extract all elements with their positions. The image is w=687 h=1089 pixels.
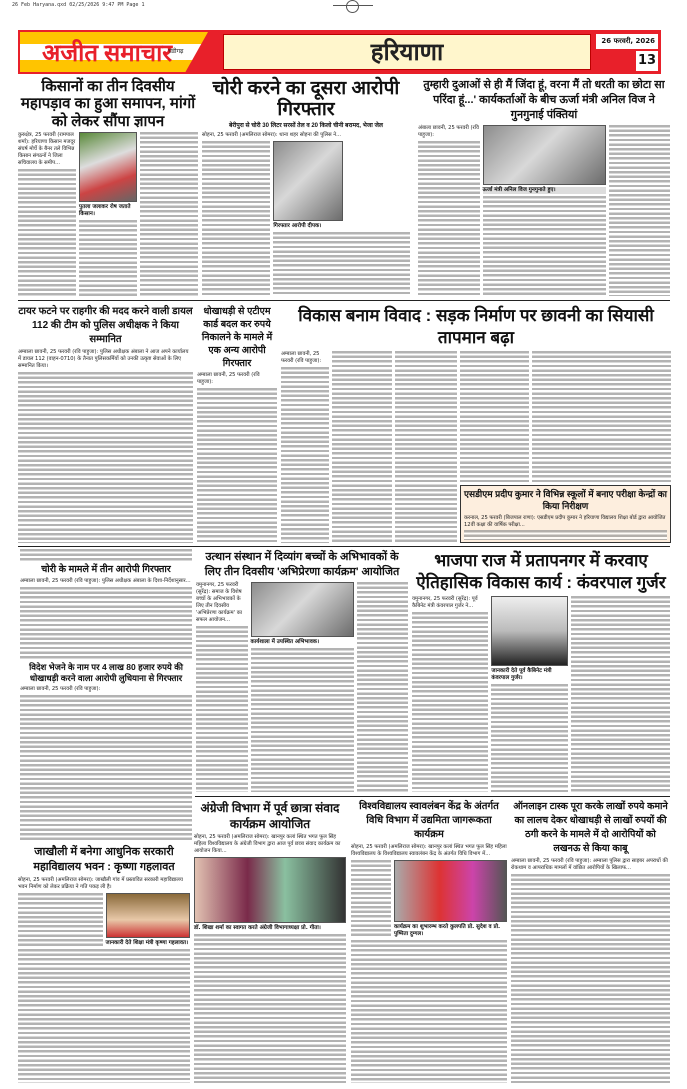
vishwa-headline: विश्वविद्यालय स्वावलंबन केंद्र के अंतर्गत विधि विभाग में उद्यमिता जागरूकता कार्यक्रम	[359, 801, 499, 840]
teen-lede: अम्बाला छावनी, 25 फरवरी (रवि पाहुजा): पुलिस अधीक्षक अंबाला के दिशा-निर्देशानुसार...	[20, 577, 191, 584]
chori-lede: सोहना, 25 फरवरी (अमलिराज सोमरा): थाना शहर सोहना की पुलिस ने...	[202, 132, 342, 138]
teen-body	[20, 587, 192, 660]
angreji-photo	[194, 857, 346, 923]
chori-subhead: बेरीपुरा से चोरी 30 लिटर सरसों तेल व 20 किलो चीनी बरामद, भेजा जेल	[229, 123, 383, 129]
vishwa-lede: सोहना, 25 फरवरी (अमलिराज सोमरा): खानपुर कलां स्थित भगत फूल सिंह महिला विश्वविद्यालय के विश्वविद्यालय स्वावलंबन केंद्र के अंतर्गत विधि विभाग में...	[351, 844, 507, 857]
utthan-lede: यमुनानगर, 25 फरवरी (सुरेंद्र): समाज के विशेष बच्चों के अभिभावकों के लिए तीन दिवसीय 'अभिप्रेरणा कार्यक्रम' का सफल आयोजन...	[196, 582, 243, 623]
online-headline: ऑनलाइन टास्क पूरा करके लाखों रुपये कमाने का लालच देकर धोखाधड़ी से लाखों रुपयों की ठगी करने के मामले में दो आरोपियों को लखनऊ से किया काबू	[513, 801, 668, 854]
sdm-body	[464, 530, 667, 540]
registration-mark	[346, 0, 359, 13]
chori-headline: चोरी करने का दूसरा आरोपी गिरफ्तार	[212, 78, 400, 120]
tyre-lede: अम्बाला छावनी, 25 फरवरी (रवि पाहुजा): पुलिस अधीक्षक अंबाला ने आज अपने कार्यालय में डायल 112 (वाहन-0710) के तैनात पुलिसकर्मियों को उनकी उत्कृष्ट सेवाओं के लिए सम्मानित किया।	[18, 349, 189, 369]
angreji-article	[194, 800, 346, 1083]
utthan-body	[196, 626, 248, 792]
angreji-lede: सोहना, 25 फरवरी (अमलिराज सोमरा): खानपुर कलां स्थित भगत फूल सिंह महिला विश्वविद्यालय के अंग्रेजी विभाग द्वारा आज पूर्व छात्रा संवाद कार्यक्रम का आयोजन किया...	[194, 834, 341, 854]
bhajpa-headline: भाजपा राज में प्रतापनगर में करवाए ऐतिहासिक विकास कार्य : कंवरपाल गुर्जर	[416, 551, 666, 592]
jakholi-caption: जानकारी देते शिक्षा मंत्री कृष्णा गहलावत।	[105, 940, 189, 946]
utthan-body-2	[251, 648, 354, 792]
bhajpa-body-2	[491, 684, 567, 792]
chori-body	[202, 141, 270, 296]
jakholi-body	[18, 893, 103, 947]
vishwa-caption: कार्यक्रम का शुभारम्भ करते कुलपति प्रो. सुदेश व प्रो. पुष्पिता दुग्गल।	[394, 924, 501, 937]
videsh-body	[20, 695, 192, 840]
masthead	[18, 30, 661, 74]
atm-lede: अम्बाला छावनी, 25 फरवरी (रवि पाहुजा):	[197, 372, 260, 385]
videsh-lede: अम्बाला छावनी, 25 फरवरी (रवि पाहुजा):	[20, 685, 101, 692]
vikas-body-2	[332, 351, 392, 543]
vikas-body-5	[532, 351, 671, 483]
sdm-lede: करनाल, 25 फरवरी (बिजपाल राणा): एसडीएम प्रदीप कुमार ने हरियाणा विद्यालय शिक्षा बोर्ड द्वारा आयोजित 12वीं कक्षा की वार्षिक परीक्षा...	[464, 515, 666, 528]
teen-headline: चोरी के मामले में तीन आरोपी गिरफ्तार	[41, 564, 171, 575]
online-lede: अम्बाला छावनी, 25 फरवरी (रवि पाहुजा): अम्बाला पुलिस द्वारा साइबर अपराधों की रोकथाम व आपराधिक मामलों में वांछित आरोपियों के खिलाफ...	[511, 858, 668, 871]
chori-photo	[273, 141, 343, 221]
vikas-body-3	[395, 351, 457, 543]
vij-body-3	[483, 196, 606, 296]
jakholi-lede: सोहना, 25 फरवरी (अमलिराज सोमरा): जाखौली गांव में प्रस्तावित सरकारी महाविद्यालय भवन निर्माण को लेकर प्रक्रिया ने गति पकड़ ली है।	[18, 877, 183, 890]
tyre-body	[18, 372, 193, 543]
vij-body-2	[609, 125, 671, 296]
jakholi-headline: जाखौली में बनेगा आधुनिक सरकारी महाविद्यालय भवन : कृष्णा गहलावत	[33, 846, 175, 873]
angreji-body	[194, 934, 346, 1083]
sdm-headline: एसडीएम प्रदीप कुमार ने विभिन्न स्कूलों में बनाए परीक्षा केन्द्रों का किया निरीक्षण	[464, 489, 667, 511]
kisan-body-2	[79, 220, 137, 296]
atm-article	[197, 305, 277, 543]
utthan-article	[196, 550, 408, 792]
tyre-headline: टायर फटने पर राहगीर की मदद करने वाली डायल 112 की टीम को पुलिस अधीक्षक ने किया सम्मानित	[18, 306, 193, 345]
online-article	[511, 800, 670, 1083]
utthan-body-3	[357, 582, 409, 792]
kisan-photo	[79, 132, 137, 202]
kisan-body-3	[140, 132, 198, 296]
utthan-headline: उत्थान संस्थान में दिव्यांग बच्चों के अभिभावकों के लिए तीन दिवसीय 'अभिप्रेरणा कार्यक्रम' आयोजित	[204, 551, 400, 578]
utthan-caption: कार्यशाला में उपस्थित अभिभावक।	[250, 639, 320, 645]
atm-headline: धोखाधड़ी से एटीएम कार्ड बदल कर रुपये निकालने के मामले में एक अन्य आरोपी गिरफ्तार	[201, 306, 273, 369]
jakholi-article	[18, 845, 190, 1083]
chori-article	[202, 78, 410, 296]
issue-date: 26 फरवरी, 2026	[596, 34, 658, 49]
tyre-article	[18, 305, 193, 543]
bhajpa-article	[412, 550, 670, 792]
vikas-body-4	[460, 351, 529, 483]
bhajpa-photo	[491, 596, 567, 666]
vij-caption: ऊर्जा मंत्री अनिल विज गुनगुनाते हुए।	[483, 187, 606, 194]
kisan-caption: पुतला जलाकर रोष जताते किसान।	[79, 203, 131, 217]
bhajpa-lede: यमुनानगर, 25 फरवरी (सुरेंद्र): पूर्व कैबिनेट मंत्री कंवरपाल गुर्जर ने...	[412, 596, 478, 609]
vij-body	[418, 141, 480, 296]
angreji-caption: डॉ. शिखा शर्मा का स्वागत करते अंग्रेजी विभागाध्यक्षा प्रो. गीता।	[194, 925, 321, 931]
kisan-lede: कुरुक्षेत्र, 25 फरवरी (रामपाल शर्मा): हरियाणा किसान मजदूर संघर्ष मोर्चे के बैनर तले विभिन्न किसान संगठनों ने जिला सचिवालय के समीप...	[18, 131, 76, 166]
online-body	[511, 874, 670, 1083]
vikas-headline: विकास बनाम विवाद : सड़क निर्माण पर छावनी का सियासी तापमान बढ़ा	[298, 306, 654, 347]
divider	[18, 300, 670, 301]
vishwa-article	[351, 800, 507, 1083]
angreji-headline: अंग्रेजी विभाग में पूर्व छात्रा संवाद कार्यक्रम आयोजित	[200, 801, 340, 831]
bhajpa-caption: जानकारी देते पूर्व कैबिनेट मंत्री कंवरपाल गुर्जर।	[491, 668, 552, 681]
tyre-body-cont	[20, 549, 192, 563]
kisan-article	[18, 78, 198, 296]
divider	[195, 796, 670, 797]
teen-videsh-column	[20, 549, 192, 840]
divider	[18, 546, 670, 547]
sdm-box	[460, 485, 671, 543]
vishwa-body	[351, 860, 391, 938]
kisan-body	[18, 169, 76, 296]
vikas-lede: अम्बाला छावनी, 25 फरवरी (रवि पाहुजा):	[281, 351, 322, 364]
newspaper-logo: अजीत समाचार	[42, 41, 173, 67]
bhajpa-body	[412, 612, 488, 792]
utthan-photo	[251, 582, 354, 637]
vishwa-body-2	[351, 940, 507, 1083]
edition-city: चंडीगढ़	[168, 48, 184, 55]
bhajpa-body-3	[571, 596, 670, 792]
vij-lede: अंबाला छावनी, 25 फरवरी (रवि पाहुजा):	[418, 125, 479, 138]
vikas-article	[281, 305, 671, 543]
page-number: 13	[636, 51, 658, 71]
vij-article	[418, 78, 670, 296]
videsh-headline: विदेश भेजने के नाम पर 4 लाख 80 हजार रुपये की धोखाधड़ी करने वाला आरोपी लुधियाना से गिरफ्तार	[29, 661, 183, 683]
print-slug: 26 Feb Haryana.qxd 02/25/2026 9:47 PM Page 1	[12, 2, 145, 8]
vikas-body-1	[281, 367, 329, 543]
atm-body	[197, 388, 277, 543]
vij-photo	[483, 125, 606, 185]
kisan-headline: किसानों का तीन दिवसीय महापड़ाव का हुआ समापन, मांगों को लेकर सौंपा ज्ञापन	[20, 78, 196, 130]
vij-headline: तुम्हारी दुआओं से ही मैं जिंदा हूं, वरना मैं तो धरती का छोटा सा परिंदा हूं...' कार्यकर्ताओं के बीच ऊर्जा मंत्री अनिल विज ने गुनगुनाई पंक्तियां	[423, 79, 665, 121]
jakholi-body-2	[18, 949, 190, 1083]
vishwa-photo	[394, 860, 507, 922]
chori-body-2	[273, 232, 410, 296]
jakholi-photo	[106, 893, 191, 938]
chori-caption: गिरफ्तार आरोपी दीपक।	[273, 223, 322, 229]
section-title: हरियाणा	[223, 34, 591, 70]
